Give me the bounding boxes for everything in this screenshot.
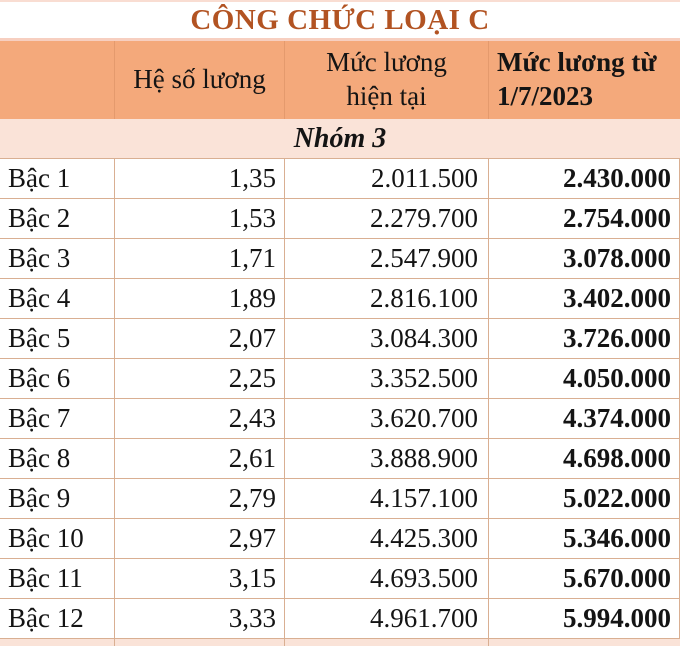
- table-row: [0, 159, 680, 199]
- table-row: [0, 479, 680, 519]
- row-label-cell: Bậc 5: [0, 319, 115, 358]
- row-label-cell: Bậc 6: [0, 359, 115, 398]
- coefficient-cell: 2,25: [115, 359, 285, 398]
- current-salary-cell: 4.693.500: [285, 559, 489, 598]
- new-salary-cell: 4.374.000: [489, 399, 680, 438]
- coefficient-cell: 1,89: [115, 279, 285, 318]
- row-label-cell: Bậc 1: [0, 159, 115, 198]
- new-salary-cell: 5.994.000: [489, 599, 680, 638]
- row-label-cell: Bậc 10: [0, 519, 115, 558]
- new-salary-cell: 4.050.000: [489, 359, 680, 398]
- current-salary-cell: 2.816.100: [285, 279, 489, 318]
- new-salary-cell: 3.402.000: [489, 279, 680, 318]
- bottom-strip: [0, 639, 680, 646]
- new-salary-cell: 3.726.000: [489, 319, 680, 358]
- coefficient-cell: 1,71: [115, 239, 285, 278]
- coefficient-cell: 2,43: [115, 399, 285, 438]
- row-label-cell: Bậc 8: [0, 439, 115, 478]
- current-salary-cell: 4.157.100: [285, 479, 489, 518]
- current-salary-cell: 3.888.900: [285, 439, 489, 478]
- table-row: [0, 359, 680, 399]
- table-row: [0, 559, 680, 599]
- row-label-cell: Bậc 9: [0, 479, 115, 518]
- current-salary-cell: 2.547.900: [285, 239, 489, 278]
- coefficient-cell: 3,15: [115, 559, 285, 598]
- table-row: [0, 599, 680, 639]
- page-title: CÔNG CHỨC LOẠI C: [190, 3, 490, 36]
- table-row: [0, 239, 680, 279]
- coefficient-cell: 1,53: [115, 199, 285, 238]
- new-salary-cell: 2.430.000: [489, 159, 680, 198]
- current-salary-cell: 2.011.500: [285, 159, 489, 198]
- table-body: [0, 159, 680, 639]
- current-salary-cell: 2.279.700: [285, 199, 489, 238]
- table-header-row: [0, 41, 680, 119]
- new-salary-cell: 2.754.000: [489, 199, 680, 238]
- coefficient-cell: 2,61: [115, 439, 285, 478]
- row-label-cell: Bậc 12: [0, 599, 115, 638]
- coefficient-cell: 1,35: [115, 159, 285, 198]
- row-label-cell: Bậc 7: [0, 399, 115, 438]
- row-label-cell: Bậc 3: [0, 239, 115, 278]
- current-salary-cell: 4.961.700: [285, 599, 489, 638]
- table-row: [0, 279, 680, 319]
- row-label-cell: Bậc 11: [0, 559, 115, 598]
- table-row: [0, 399, 680, 439]
- table-row: [0, 439, 680, 479]
- header-cell-coefficient: Hệ số lương: [115, 41, 285, 119]
- bottom-strip-cell: [285, 639, 489, 646]
- new-salary-cell: 5.022.000: [489, 479, 680, 518]
- current-salary-cell: 4.425.300: [285, 519, 489, 558]
- coefficient-cell: 2,07: [115, 319, 285, 358]
- new-salary-cell: 4.698.000: [489, 439, 680, 478]
- header-cell-current-salary: Mức lương hiện tại: [285, 41, 489, 119]
- new-salary-cell: 3.078.000: [489, 239, 680, 278]
- bottom-strip-cell: [115, 639, 285, 646]
- table-row: [0, 519, 680, 559]
- header-cell-new-salary: Mức lương từ 1/7/2023: [497, 47, 657, 111]
- coefficient-cell: 2,79: [115, 479, 285, 518]
- row-label-cell: Bậc 4: [0, 279, 115, 318]
- coefficient-cell: 3,33: [115, 599, 285, 638]
- current-salary-cell: 3.352.500: [285, 359, 489, 398]
- header-cell-empty: [0, 41, 115, 119]
- current-salary-cell: 3.084.300: [285, 319, 489, 358]
- table-row: [0, 319, 680, 359]
- new-salary-cell: 5.346.000: [489, 519, 680, 558]
- table-row: [0, 199, 680, 239]
- bottom-strip-cell: [0, 639, 115, 646]
- new-salary-cell: 5.670.000: [489, 559, 680, 598]
- current-salary-cell: 3.620.700: [285, 399, 489, 438]
- coefficient-cell: 2,97: [115, 519, 285, 558]
- row-label-cell: Bậc 2: [0, 199, 115, 238]
- group-header-row: Nhóm 3: [0, 119, 680, 159]
